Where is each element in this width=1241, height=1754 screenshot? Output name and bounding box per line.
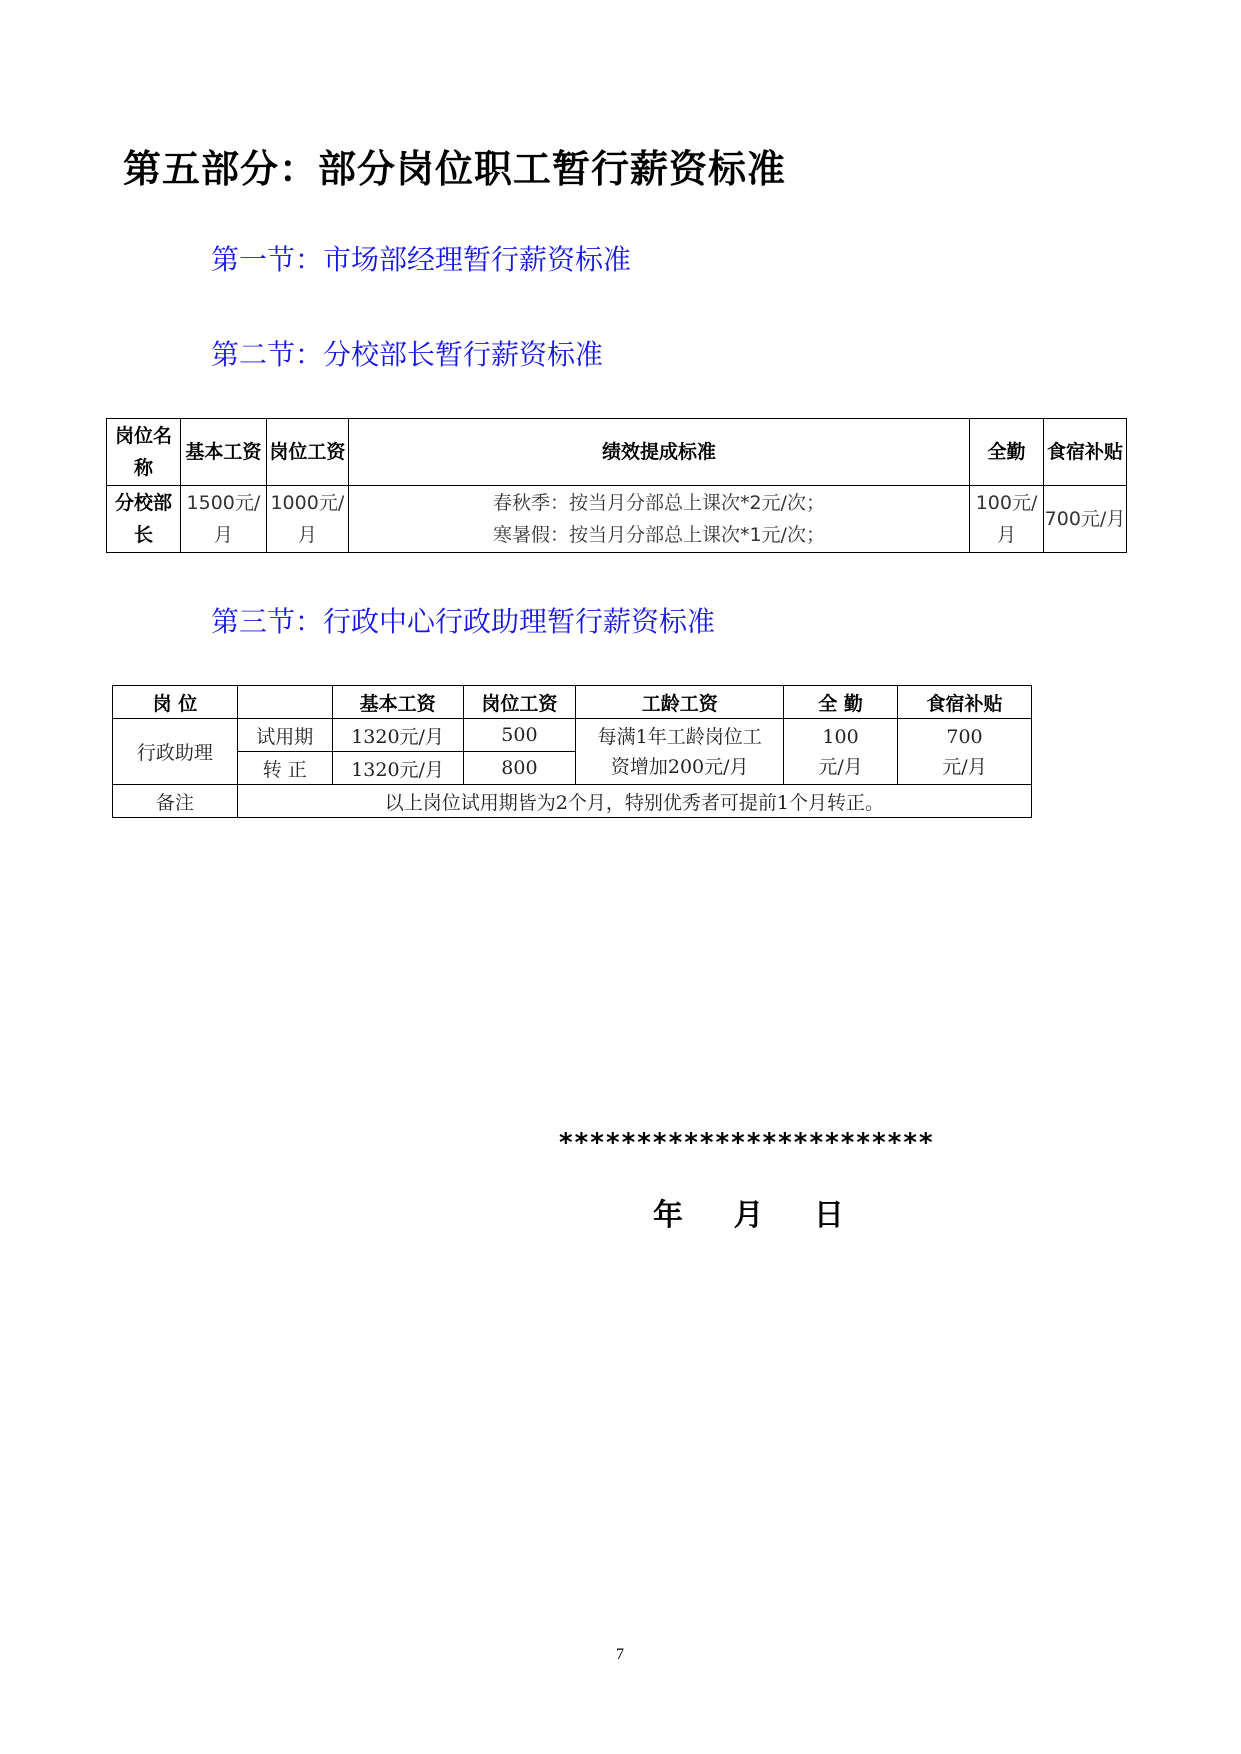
t2-cell-position: 行政助理: [113, 719, 238, 785]
t2-cell-attendance: 100元/月: [784, 719, 898, 785]
header-subsidy: 食宿补贴: [1044, 419, 1127, 486]
t2-header-subsidy: 食宿补贴: [898, 686, 1032, 719]
date-line: [653, 1190, 844, 1234]
cell-subsidy: 700元/月: [1044, 486, 1127, 553]
header-position-name: 岗位名称: [107, 419, 181, 486]
t2-header-position: 岗 位: [113, 686, 238, 719]
t2-cell-post-regular: 800: [463, 752, 576, 785]
signature-stars: ************************: [558, 1128, 934, 1158]
section-1-title: 第一节：市场部经理暂行薪资标准: [211, 243, 632, 276]
section-2-title: 第二节：分校部长暂行薪资标准: [211, 338, 604, 371]
commission-spring-autumn: 春秋季：按当月分部总上课次*2元/次；: [492, 492, 825, 514]
t2-header-seniority: 工龄工资: [576, 686, 784, 719]
t2-header-post: 岗位工资: [463, 686, 576, 719]
header-attendance: 全勤: [970, 419, 1044, 486]
t2-note: 以上岗位试用期皆为2个月，特别优秀者可提前1个月转正。: [237, 785, 1031, 818]
t2-cell-stage-regular: 转 正: [237, 752, 332, 785]
header-basic-salary: 基本工资: [180, 419, 266, 486]
cell-position-salary: 1000元/月: [266, 486, 348, 553]
t2-header-blank: [237, 686, 332, 719]
part-title: 第五部分：部分岗位职工暂行薪资标准: [123, 146, 787, 191]
t2-cell-basic-regular: 1320元/月: [332, 752, 463, 785]
t2-cell-seniority: 每满1年工龄岗位工资增加200元/月: [576, 719, 784, 785]
admin-assistant-salary-table: [112, 685, 1032, 818]
date-month: 月: [733, 1198, 764, 1233]
header-position-salary: 岗位工资: [266, 419, 348, 486]
page-number: 7: [616, 1646, 624, 1663]
branch-head-salary-table: [106, 418, 1127, 553]
commission-winter-summer: 寒暑假：按当月分部总上课次*1元/次；: [492, 524, 825, 546]
date-day: 日: [813, 1198, 844, 1233]
cell-position: 分校部长: [107, 486, 181, 553]
t2-note-label: 备注: [113, 785, 238, 818]
t2-cell-post-probation: 500: [463, 719, 576, 752]
section-3-title: 第三节：行政中心行政助理暂行薪资标准: [211, 605, 716, 638]
header-commission: 绩效提成标准: [348, 419, 969, 486]
date-year: 年: [653, 1198, 683, 1233]
t2-header-basic: 基本工资: [332, 686, 463, 719]
t2-header-attendance: 全 勤: [784, 686, 898, 719]
cell-commission: [348, 486, 969, 553]
t2-cell-basic-probation: 1320元/月: [332, 719, 463, 752]
cell-attendance: 100元/月: [970, 486, 1044, 553]
t2-cell-subsidy: 700元/月: [898, 719, 1032, 785]
t2-cell-stage-probation: 试用期: [237, 719, 332, 752]
cell-basic-salary: 1500元/月: [180, 486, 266, 553]
